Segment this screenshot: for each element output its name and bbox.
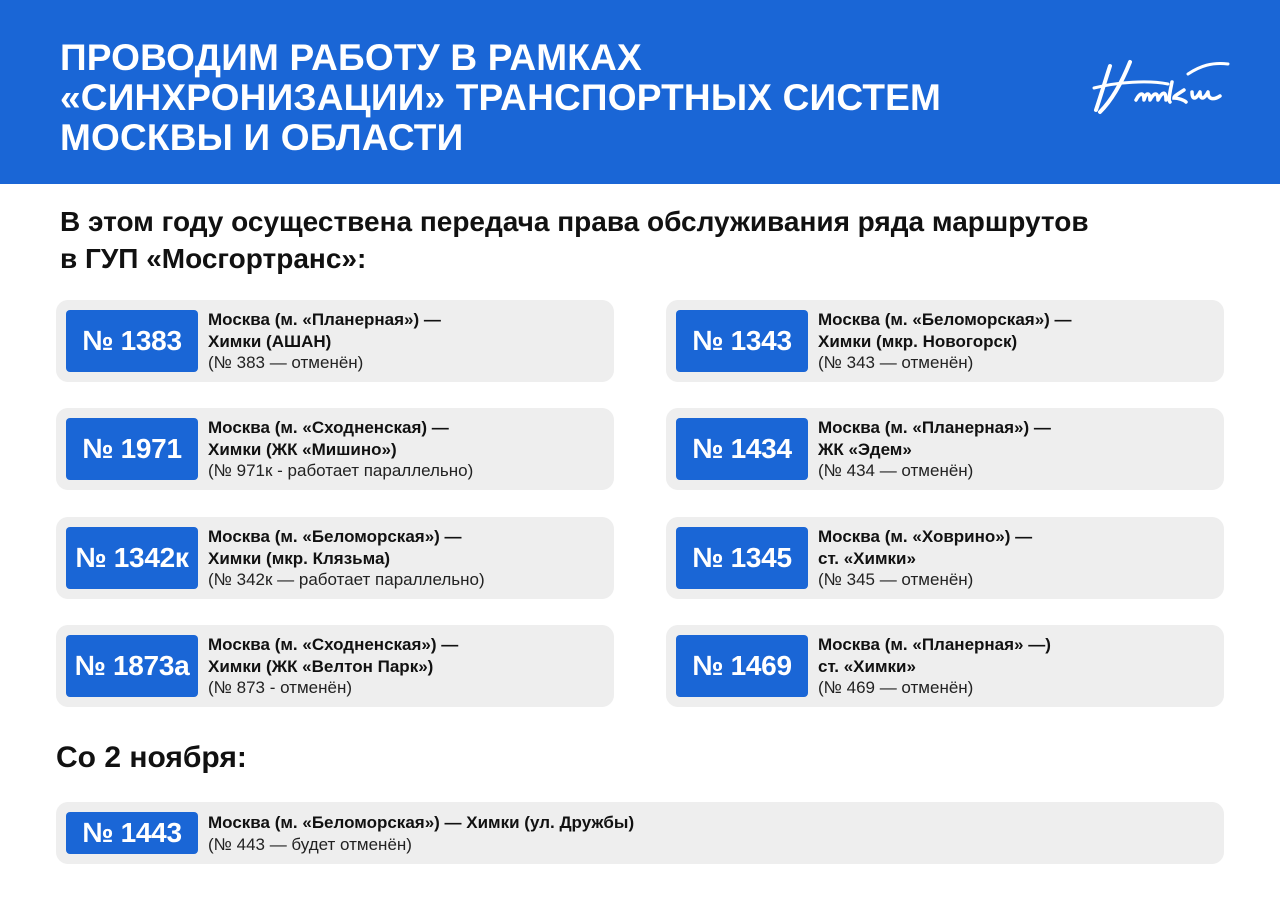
route-description [818,634,1216,699]
route-number-badge: № 1342к [66,527,198,589]
route-line: Химки (мкр. Клязьма) [208,548,391,568]
route-card [666,300,1224,382]
route-line: Химки (АШАН) [208,331,332,351]
route-number-badge: № 1434 [676,418,808,480]
title-line: «СИНХРОНИЗАЦИИ» ТРАНСПОРТНЫХ СИСТЕМ [60,77,942,118]
header-banner [0,0,1280,184]
route-line: Москва (м. «Беломорская») — Химки (ул. Дружбы) [208,813,635,832]
route-number-badge: № 1873а [66,635,198,697]
route-description [208,526,606,591]
route-number-badge: № 1345 [676,527,808,589]
route-card [56,517,614,599]
route-description [208,417,606,482]
route-number-badge: № 1383 [66,310,198,372]
subtitle-line: В этом году осуществена передача права обслуживания ряда маршрутов [60,206,1089,237]
route-description [208,812,1216,855]
route-description [208,634,606,699]
route-card [56,802,1224,864]
route-line: Химки (ЖК «Мишино») [208,439,397,459]
route-card [56,300,614,382]
title-line: МОСКВЫ И ОБЛАСТИ [60,117,464,158]
route-line: ЖК «Эдем» [818,439,912,459]
route-description [818,526,1216,591]
section-heading: Со 2 ноября: [56,741,247,774]
route-line: Москва (м. «Сходненская) — [208,418,449,437]
route-line: Химки (ЖК «Велтон Парк») [208,656,434,676]
route-number-badge: № 1971 [66,418,198,480]
route-note: (№ 469 — отменён) [818,678,974,697]
route-note: (№ 873 - отменён) [208,678,352,697]
route-line: Москва (м. «Беломорская») — [208,527,462,546]
route-card [666,625,1224,707]
route-number-badge: № 1443 [66,812,198,854]
route-line: Москва (м. «Планерная») — [208,310,441,329]
route-line: Москва (м. «Сходненская») — [208,635,459,654]
route-card [666,517,1224,599]
route-description [818,417,1216,482]
route-card [56,625,614,707]
subtitle [60,203,1240,277]
subtitle-line: в ГУП «Мосгортранс»: [60,243,367,274]
title-line: ПРОВОДИМ РАБОТУ В РАМКАХ [60,37,642,78]
route-note: (№ 343 — отменён) [818,353,974,372]
khimki-logo [1088,52,1238,122]
route-number-badge: № 1343 [676,310,808,372]
route-note: (№ 345 — отменён) [818,570,974,589]
route-card [666,408,1224,490]
route-line: Москва (м. «Ховрино») — [818,527,1033,546]
route-line: Москва (м. «Беломорская») — [818,310,1072,329]
route-line: ст. «Химки» [818,548,916,568]
route-description [818,309,1216,374]
route-line: Москва (м. «Планерная» —) [818,635,1051,654]
route-note: (№ 383 — отменён) [208,353,364,372]
route-card [56,408,614,490]
route-description [208,309,606,374]
route-note: (№ 434 — отменён) [818,461,974,480]
route-line: Химки (мкр. Новогорск) [818,331,1018,351]
route-note: (№ 342к — работает параллельно) [208,570,485,589]
route-note: (№ 971к - работает параллельно) [208,461,474,480]
route-number-badge: № 1469 [676,635,808,697]
page-title [60,38,1060,158]
route-line: Москва (м. «Планерная») — [818,418,1051,437]
route-note: (№ 443 — будет отменён) [208,834,412,854]
route-line: ст. «Химки» [818,656,916,676]
